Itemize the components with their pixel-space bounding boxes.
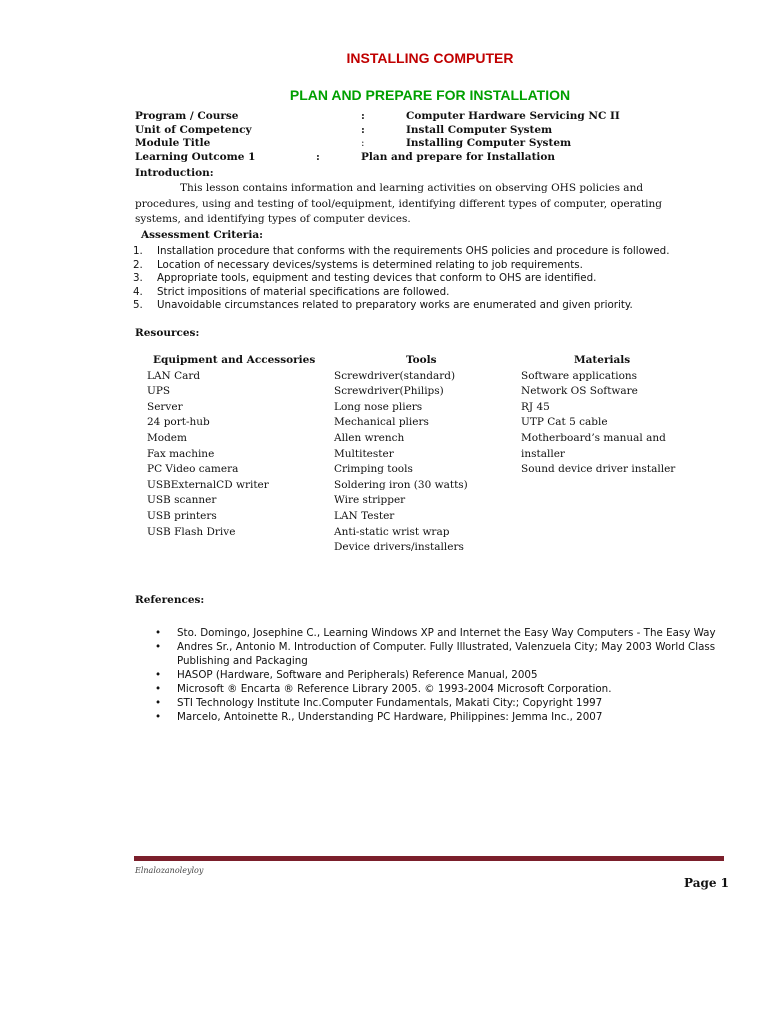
tool-item: LAN Tester bbox=[334, 509, 395, 522]
tool-item: Mechanical pliers bbox=[334, 416, 429, 429]
assessment-item-num: 2. bbox=[133, 258, 143, 271]
page-number: Page 1 bbox=[684, 876, 730, 890]
assessment-item-text: Appropriate tools, equipment and testing devices that conform to OHS are identified. bbox=[157, 272, 597, 285]
document-subtitle: PLAN AND PREPARE FOR INSTALLATION bbox=[289, 87, 571, 103]
tool-item: Device drivers/installers bbox=[334, 541, 464, 554]
assessment-item-num: 4. bbox=[133, 285, 143, 298]
info-value-outcome: Plan and prepare for Installation bbox=[361, 151, 556, 163]
info-value-unit: Install Computer System bbox=[406, 124, 553, 136]
introduction-heading: Introduction: bbox=[135, 167, 214, 179]
equipment-column bbox=[147, 353, 315, 540]
tool-item: Multitester bbox=[334, 447, 394, 460]
materials-list bbox=[521, 369, 675, 478]
equipment-item: 24 port-hub bbox=[147, 416, 210, 429]
references-list bbox=[155, 626, 720, 724]
info-label-unit: Unit of Competency bbox=[135, 124, 252, 136]
reference-text: HASOP (Hardware, Software and Peripherals) Reference Manual, 2005 bbox=[177, 669, 538, 681]
info-sep-outcome: : bbox=[316, 151, 320, 163]
tool-item: Wire stripper bbox=[334, 494, 406, 507]
footer-divider bbox=[134, 856, 724, 861]
equipment-item: Server bbox=[147, 400, 183, 413]
info-label-program: Program / Course bbox=[135, 110, 239, 122]
bullet-icon: • bbox=[155, 627, 162, 639]
assessment-item bbox=[133, 245, 669, 259]
tool-item: Soldering iron (30 watts) bbox=[334, 478, 468, 491]
reference-item bbox=[155, 668, 720, 682]
reference-item bbox=[155, 682, 720, 696]
material-item: Software applications bbox=[521, 369, 638, 382]
bullet-icon: • bbox=[155, 697, 162, 709]
equipment-item: Fax machine bbox=[147, 447, 215, 460]
assessment-item-text: Strict impositions of material specifications are followed. bbox=[157, 285, 450, 298]
equipment-list bbox=[147, 369, 315, 541]
reference-text: Andres Sr., Antonio M. Introduction of Computer. Fully Illustrated, Valenzuela City; May 2003 World Class Publishing and Packaging bbox=[177, 641, 716, 667]
tool-item: Anti-static wrist wrap bbox=[334, 525, 450, 538]
tool-item: Screwdriver(standard) bbox=[334, 369, 456, 382]
materials-heading: Materials bbox=[574, 354, 631, 366]
equipment-item: USB scanner bbox=[147, 494, 217, 507]
info-label-module: Module Title bbox=[135, 137, 211, 149]
tool-item: Allen wrench bbox=[334, 431, 405, 444]
reference-item bbox=[155, 710, 720, 724]
assessment-item bbox=[133, 286, 669, 300]
tool-item: Crimping tools bbox=[334, 463, 413, 476]
bullet-icon: • bbox=[155, 711, 162, 723]
reference-text: Microsoft ® Encarta ® Reference Library 2005. © 1993-2004 Microsoft Corporation. bbox=[177, 683, 612, 695]
reference-text: Marcelo, Antoinette R., Understanding PC Hardware, Philippines: Jemma Inc., 2007 bbox=[177, 711, 603, 723]
document-title: INSTALLING COMPUTER bbox=[346, 50, 514, 66]
references-heading: References: bbox=[135, 594, 205, 606]
equipment-item: UPS bbox=[147, 385, 171, 398]
assessment-item bbox=[133, 299, 669, 313]
reference-text: STI Technology Institute Inc.Computer Fundamentals, Makati City:; Copyright 1997 bbox=[177, 697, 603, 709]
equipment-item: PC Video camera bbox=[147, 463, 239, 476]
tools-heading: Tools bbox=[406, 354, 437, 366]
tool-item: Screwdriver(Philips) bbox=[334, 385, 444, 398]
bullet-icon: • bbox=[155, 683, 162, 695]
introduction-paragraph bbox=[135, 181, 695, 228]
assessment-item-num: 5. bbox=[133, 299, 143, 312]
introduction-text: This lesson contains information and learning activities on observing OHS policies and procedures, using and testing of tool/equipment, identifying different types of computer, operating systems, and identifying types of computer devices. bbox=[135, 182, 662, 225]
footer-author: Elnalozanoleyloy bbox=[135, 866, 204, 875]
material-item: installer bbox=[521, 447, 565, 460]
tool-item: Long nose pliers bbox=[334, 400, 423, 413]
material-item: Motherboard’s manual and bbox=[521, 431, 666, 444]
assessment-item bbox=[133, 272, 669, 286]
material-item: Sound device driver installer bbox=[521, 463, 676, 476]
material-item: Network OS Software bbox=[521, 385, 638, 398]
info-value-program: Computer Hardware Servicing NC II bbox=[406, 110, 620, 122]
info-sep-unit: : bbox=[361, 124, 365, 136]
assessment-item-num: 1. bbox=[133, 245, 143, 257]
equipment-item: USBExternalCD writer bbox=[147, 478, 269, 491]
assessment-heading: Assessment Criteria: bbox=[141, 229, 264, 241]
reference-text: Sto. Domingo, Josephine C., Learning Windows XP and Internet the Easy Way Computers - The Easy Way bbox=[177, 627, 716, 639]
tools-column bbox=[334, 353, 468, 556]
reference-item bbox=[155, 626, 720, 640]
assessment-item-text: Installation procedure that conforms with the requirements OHS policies and procedure is followed. bbox=[157, 245, 670, 257]
materials-column bbox=[521, 353, 675, 478]
equipment-item: USB printers bbox=[147, 509, 217, 522]
info-sep-program: : bbox=[361, 110, 365, 122]
material-item: UTP Cat 5 cable bbox=[521, 416, 608, 429]
equipment-item: Modem bbox=[147, 431, 187, 444]
assessment-list bbox=[133, 245, 669, 313]
info-label-outcome: Learning Outcome 1 bbox=[135, 151, 256, 163]
resources-heading: Resources: bbox=[135, 327, 200, 339]
info-sep-module: : bbox=[361, 137, 365, 149]
equipment-item: USB Flash Drive bbox=[147, 525, 236, 538]
assessment-item-text: Location of necessary devices/systems is determined relating to job requirements. bbox=[157, 258, 583, 271]
bullet-icon: • bbox=[155, 641, 162, 653]
reference-item bbox=[155, 640, 720, 668]
material-item: RJ 45 bbox=[521, 400, 550, 413]
tools-list bbox=[334, 369, 468, 556]
assessment-item-num: 3. bbox=[133, 272, 143, 285]
assessment-item-text: Unavoidable circumstances related to preparatory works are enumerated and given priority. bbox=[157, 299, 633, 312]
info-value-module: Installing Computer System bbox=[406, 137, 572, 149]
reference-item bbox=[155, 696, 720, 710]
equipment-heading: Equipment and Accessories bbox=[153, 354, 316, 366]
assessment-item bbox=[133, 259, 669, 273]
bullet-icon: • bbox=[155, 669, 162, 681]
equipment-item: LAN Card bbox=[147, 369, 201, 382]
